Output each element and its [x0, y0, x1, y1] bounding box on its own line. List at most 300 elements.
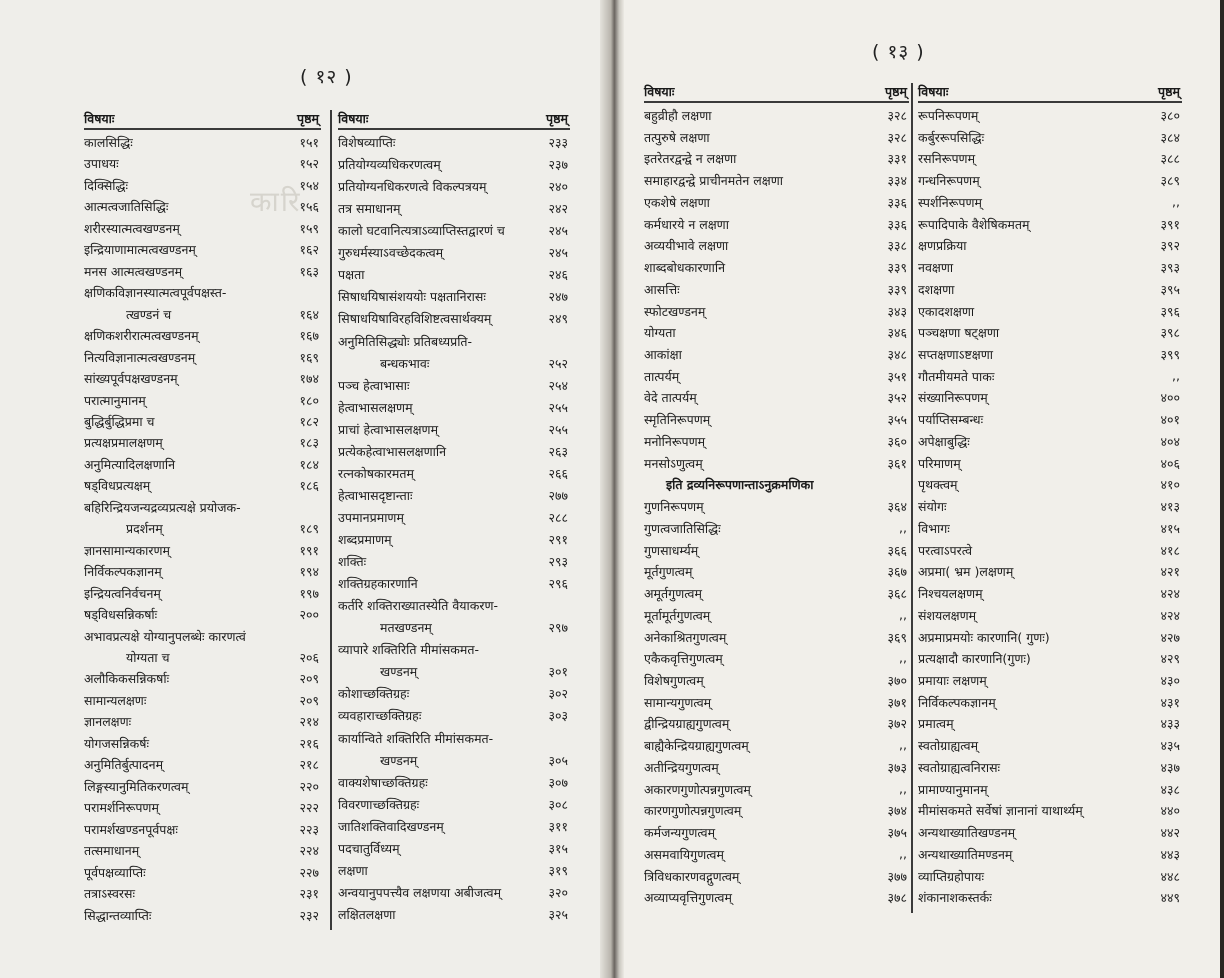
entry-title: अप्रमा( भ्रम )लक्षणम् — [918, 564, 1014, 580]
entry-page: ४३७ — [1160, 759, 1180, 775]
entry-page: ३७० — [887, 672, 907, 688]
entry-title: अनुमितिसिद्ध्योः प्रतिबध्यप्रति- — [338, 333, 473, 349]
entry-page: २४० — [548, 179, 568, 195]
entry-title: अन्यथाख्यातिखण्डनम् — [918, 825, 1016, 841]
entry-title: बाह्यैकेन्द्रियग्राह्यगुणत्वम् — [644, 738, 749, 754]
entry-title: अव्याप्यवृत्तिगुणत्वम् — [644, 890, 732, 906]
entry-page: २९३ — [548, 554, 568, 570]
entry-page: ४२४ — [1160, 607, 1180, 623]
entry-title: विभागः — [918, 520, 950, 536]
entry-title: शाब्दबोधकारणानि — [644, 260, 726, 276]
toc-column — [338, 110, 570, 930]
entry-page: ,, — [899, 606, 907, 622]
entry-title: पूर्वपक्षव्याप्तिः — [84, 864, 146, 880]
entry-title: प्रमात्वम् — [918, 716, 954, 732]
entry-page: ३७८ — [887, 890, 907, 906]
entry-page: ४०१ — [1160, 412, 1180, 428]
entry-title: तत्र समाधानम् — [338, 201, 401, 217]
entry-title: खण्डनम् — [380, 752, 418, 768]
entry-page: २१४ — [299, 714, 319, 730]
entry-page: ३६९ — [887, 629, 907, 645]
entry-title: त्खण्डनं च — [126, 306, 172, 322]
entry-page: १७४ — [299, 371, 319, 387]
entry-page: २९१ — [548, 532, 568, 547]
entry-page: ३०८ — [548, 796, 568, 812]
entry-title: बहिरिन्द्रियजन्यद्रव्यप्रत्यक्षे प्रयोजक- — [84, 499, 241, 515]
entry-title: षड्विधप्रत्यक्षम् — [84, 478, 151, 494]
entry-title: प्रमायाः लक्षणम् — [918, 672, 987, 688]
entry-title: हेत्वाभासलक्षणम् — [338, 399, 413, 415]
entry-page: ३०३ — [548, 708, 568, 724]
header-underline — [338, 128, 570, 130]
entry-title: एकशेषे लक्षणा — [644, 194, 710, 210]
toc-column — [84, 110, 321, 930]
entry-page: ४३३ — [1160, 716, 1180, 732]
entry-title: सांख्यपूर्वपक्षखण्डनम् — [84, 371, 178, 387]
entry-title: वाक्यशेषाच्छक्तिग्रहः — [338, 774, 428, 790]
entry-page: ३६४ — [887, 499, 907, 515]
entry-title: सामान्यगुणत्वम् — [644, 694, 712, 710]
header-underline — [918, 101, 1182, 103]
entry-page: २३१ — [299, 886, 319, 902]
entry-page: ३१९ — [548, 862, 568, 878]
entry-title: शब्दप्रमाणम् — [338, 532, 392, 547]
entry-page: २३७ — [548, 157, 568, 173]
entry-title: कोशाच्छक्तिग्रहः — [338, 686, 410, 702]
entry-title: आसत्तिः — [644, 281, 680, 297]
entry-title: गुणत्वजातिसिद्धिः — [644, 520, 721, 536]
entry-page: ४३८ — [1160, 781, 1180, 797]
entry-page: २२३ — [299, 821, 319, 837]
entry-title: स्फोटखण्डनम् — [644, 303, 706, 319]
entry-title: कर्मजन्यगुणत्वम् — [644, 825, 716, 841]
entry-title: अमूर्तगुणत्वम् — [644, 586, 702, 602]
entry-title: योग्यता — [644, 325, 676, 341]
entry-page: ३१५ — [548, 840, 568, 856]
entry-page: ३६७ — [887, 564, 907, 580]
entry-page: ३८० — [1160, 108, 1180, 123]
entry-title: रूपनिरूपणम् — [918, 108, 979, 123]
entry-title: इति द्रव्यनिरूपणान्ताऽनुक्रमणिका — [666, 477, 814, 493]
entry-page: ३४६ — [887, 325, 907, 341]
entry-title: रूपादिपाके वैशेषिकमतम् — [918, 216, 1030, 232]
entry-title: निर्विकल्पकज्ञानम् — [918, 694, 996, 710]
entry-title: आकांक्षा — [644, 347, 682, 363]
entry-title: कार्यान्विते शक्तिरिति मीमांसकमत- — [338, 730, 494, 746]
entry-title: अन्यथाख्यातिमण्डनम् — [918, 846, 1013, 862]
entry-title: क्षणिकशरीरात्मत्वखण्डनम् — [84, 328, 199, 344]
column-divider — [911, 83, 913, 913]
entry-page: १८६ — [299, 478, 319, 494]
entry-title: परामर्शखण्डनपूर्वपक्षः — [84, 821, 178, 837]
entry-page: ४२७ — [1160, 629, 1180, 645]
entry-page: ३२५ — [548, 906, 568, 922]
entry-page: २५५ — [548, 421, 568, 437]
entry-page: ३३८ — [887, 238, 907, 254]
entry-title: ज्ञानसामान्यकारणम् — [84, 542, 170, 558]
entry-title: आत्मत्वजातिसिद्धिः — [84, 199, 169, 215]
entry-page: ३९२ — [1160, 238, 1180, 254]
entry-title: विवरणाच्छक्तिग्रहः — [338, 796, 420, 812]
entry-title: परत्वाऽपरत्वे — [918, 542, 973, 558]
entry-title: ज्ञानलक्षणः — [84, 714, 132, 730]
entry-page: २७७ — [548, 487, 568, 503]
entry-title: पृथक्त्वम् — [918, 477, 958, 493]
entry-title: संयोगः — [918, 499, 947, 515]
entry-title: कारणगुणोत्पन्नगुणत्वम् — [644, 803, 742, 819]
entry-page: १६७ — [299, 328, 319, 344]
entry-title: पक्षता — [338, 267, 365, 283]
entry-title: सप्तक्षणाऽष्टक्षणा — [918, 347, 994, 363]
entry-title: लक्षितलक्षणा — [338, 906, 396, 922]
entry-page: ३७५ — [887, 825, 907, 841]
entry-page: ४२४ — [1160, 586, 1180, 602]
header-subject: विषयाः — [644, 84, 675, 99]
entry-title: शंकानाशकस्तर्कः — [918, 890, 992, 906]
entry-page: २४२ — [548, 201, 568, 217]
entry-page: ३९६ — [1160, 303, 1180, 319]
entry-title: गुणनिरूपणम् — [644, 499, 704, 515]
entry-page: २१८ — [299, 757, 319, 773]
column-divider — [330, 110, 332, 930]
entry-title: एकादशक्षणा — [918, 303, 975, 319]
entry-title: अभावप्रत्यक्षे योग्यानुपलब्धेः कारणत्वं — [84, 628, 246, 644]
header-underline — [84, 128, 321, 130]
entry-page: ३९५ — [1160, 281, 1180, 297]
entry-title: कालो घटवानित्यत्राऽव्याप्तिस्तद्वारणं च — [338, 223, 505, 239]
entry-title: गौतमीयमते पाकः — [918, 368, 995, 384]
entry-page: ४४९ — [1160, 890, 1180, 906]
entry-page: १८२ — [299, 413, 319, 429]
entry-page: २५२ — [548, 355, 568, 371]
entry-title: कालसिद्धिः — [84, 135, 133, 150]
entry-page: १८० — [299, 392, 319, 408]
entry-title: विशेषगुणत्वम् — [644, 672, 704, 688]
entry-title: इन्द्रियत्वनिर्वचनम् — [84, 585, 161, 601]
entry-title: क्षणप्रक्रिया — [918, 238, 967, 254]
entry-title: मनोनिरूपणम् — [644, 433, 706, 449]
entry-title: स्पर्शनिरूपणम् — [918, 194, 982, 210]
entry-title: संशयलक्षणम् — [918, 607, 977, 623]
bleed-through-text: कारि — [250, 185, 302, 218]
entry-title: कर्मधारये न लक्षणा — [644, 216, 729, 232]
entry-title: मनस आत्मत्वखण्डनम् — [84, 263, 183, 279]
entry-page: २६६ — [548, 465, 568, 481]
entry-title: अव्ययीभावे लक्षणा — [644, 238, 729, 254]
entry-title: मीमांसकमते सर्वेषां ज्ञानानां याथार्थ्यम् — [918, 803, 1083, 819]
entry-page: १६३ — [299, 263, 319, 279]
entry-page: २९७ — [548, 620, 568, 636]
entry-title: बुद्धिर्बुद्धिप्रमा च — [84, 413, 155, 429]
header-page: पृष्ठम् — [1158, 84, 1180, 99]
entry-page: ३४३ — [887, 303, 907, 319]
entry-page: २५५ — [548, 399, 568, 415]
entry-title: सिषाधयिषासंशययोः पक्षतानिरासः — [338, 289, 486, 305]
entry-title: गुरुधर्मस्याऽवच्छेदकत्वम् — [338, 245, 444, 261]
entry-page: ,, — [899, 650, 907, 666]
entry-title: संख्यानिरूपणम् — [918, 390, 988, 406]
entry-title: मूर्तामूर्तगुणत्वम् — [644, 607, 711, 623]
entry-title: गुणसाधर्म्यम् — [644, 542, 699, 558]
entry-title: परिमाणम् — [918, 455, 961, 471]
entry-page: ३७७ — [887, 868, 907, 884]
entry-page: १६९ — [299, 349, 319, 365]
entry-page: ३४८ — [887, 347, 907, 363]
entry-page: ३८८ — [1160, 151, 1180, 167]
entry-page: ३६१ — [887, 455, 907, 471]
entry-title: योगजसन्निकर्षः — [84, 735, 149, 751]
entry-title: तत्राऽस्वरसः — [84, 886, 136, 902]
entry-page: २४५ — [548, 223, 568, 239]
entry-title: प्रतियोग्यव्यधिकरणत्वम् — [338, 157, 441, 173]
entry-page: ४१५ — [1160, 520, 1180, 536]
header-page: पृष्ठम् — [297, 111, 319, 126]
entry-page: २३३ — [548, 135, 568, 150]
entry-page: ३६६ — [887, 542, 907, 558]
entry-page: ४०४ — [1160, 433, 1180, 449]
header-subject: विषयाः — [918, 84, 949, 99]
entry-page: २०० — [299, 607, 319, 623]
entry-page: १९४ — [299, 564, 319, 580]
entry-page: ४४० — [1160, 803, 1180, 819]
entry-page: ३३९ — [887, 281, 907, 297]
entry-title: विशेषव्याप्तिः — [338, 135, 396, 150]
entry-page: ३७१ — [887, 694, 907, 710]
entry-title: सिद्धान्तव्याप्तिः — [84, 907, 152, 923]
entry-title: अतीन्द्रियगुणत्वम् — [644, 759, 719, 775]
entry-title: उपमानप्रमाणम् — [338, 509, 404, 525]
entry-title: मनसोऽणुत्वम् — [644, 455, 703, 471]
entry-title: बहुव्रीहौ लक्षणा — [644, 108, 712, 123]
entry-title: अप्रमाप्रमयोः कारणानि( गुणः) — [918, 629, 1050, 645]
entry-title: अनुमितिर्बुत्पादनम् — [84, 757, 164, 773]
entry-title: इतरेतरद्वन्द्वे न लक्षणा — [644, 151, 737, 167]
entry-page: ३३९ — [887, 260, 907, 276]
entry-page: ४३१ — [1160, 694, 1180, 710]
entry-page: ३६८ — [887, 586, 907, 602]
entry-title: असमवायिगुणत्वम् — [644, 846, 724, 862]
entry-page: २४६ — [548, 267, 568, 283]
entry-title: प्रत्येकहेत्वाभासलक्षणानि — [338, 443, 447, 459]
entry-page: २०६ — [299, 650, 319, 666]
entry-page: ३८९ — [1160, 173, 1180, 189]
entry-title: अलौकिकसन्निकर्षाः — [84, 671, 170, 687]
entry-title: परात्मानुमानम् — [84, 392, 146, 408]
entry-title: गन्धनिरूपणम् — [918, 173, 980, 189]
entry-page: २२७ — [299, 864, 319, 880]
entry-title: शरीरस्यात्मत्वखण्डनम् — [84, 220, 180, 236]
entry-page: १६२ — [299, 242, 319, 258]
entry-title: अनुमित्यादिलक्षणानि — [84, 456, 176, 472]
entry-page: ४४३ — [1160, 846, 1180, 862]
entry-page: २४५ — [548, 245, 568, 261]
entry-page: ,, — [899, 845, 907, 861]
header-page: पृष्ठम् — [546, 111, 568, 126]
entry-page: २६३ — [548, 443, 568, 459]
entry-page: ३०२ — [548, 686, 568, 702]
entry-title: षड्विधसन्निकर्षाः — [84, 607, 158, 623]
entry-page: २४९ — [548, 311, 568, 327]
entry-title: रसनिरूपणम् — [918, 151, 976, 167]
entry-title: मतखण्डनम् — [380, 620, 432, 636]
entry-page: १५६ — [299, 199, 319, 215]
entry-title: तत्समाधानम् — [84, 843, 140, 859]
entry-title: तात्पर्यम् — [644, 368, 680, 384]
entry-title: स्वतोग्राह्यत्वम् — [918, 738, 979, 754]
entry-title: दशक्षणा — [918, 281, 955, 297]
entry-page: ३८४ — [1160, 129, 1180, 145]
entry-page: ३७३ — [887, 759, 907, 775]
entry-title: प्रतियोग्यनधिकरणत्वे विकल्पत्रयम् — [338, 179, 487, 195]
toc-column — [644, 83, 909, 913]
entry-page: २२४ — [299, 843, 319, 859]
entry-title: तत्पुरुषे लक्षणा — [644, 129, 710, 145]
header-subject: विषयाः — [84, 111, 115, 126]
header-page: पृष्ठम् — [885, 84, 907, 99]
entry-page: २८८ — [548, 509, 568, 525]
right-page — [616, 0, 1220, 978]
entry-page: १९७ — [299, 585, 319, 601]
entry-page: २०९ — [299, 692, 319, 708]
page-number: ( १२ ) — [300, 66, 353, 88]
header-subject: विषयाः — [338, 111, 369, 126]
entry-page: २९६ — [548, 576, 568, 592]
entry-title: व्यापारे शक्तिरिति मीमांसकमत- — [338, 642, 480, 658]
entry-page: ३५५ — [887, 412, 907, 428]
entry-title: निश्चयलक्षणम् — [918, 586, 983, 602]
entry-page: २०९ — [299, 671, 319, 687]
entry-page: ४३५ — [1160, 738, 1180, 754]
entry-page: ३०७ — [548, 774, 568, 790]
entry-title: एकैकवृत्तिगुणत्वम् — [644, 651, 723, 667]
entry-page: ४४२ — [1160, 825, 1180, 841]
entry-page: ४२९ — [1160, 651, 1180, 667]
entry-page: ,, — [1172, 193, 1180, 209]
entry-page: ३५१ — [887, 368, 907, 384]
entry-title: दिक्सिद्धिः — [84, 177, 129, 193]
entry-page: १५२ — [299, 156, 319, 172]
entry-page: ३७४ — [887, 803, 907, 819]
entry-title: अकारणगुणोत्पन्नगुणत्वम् — [644, 781, 751, 797]
entry-title: कर्तरि शक्तिराख्यातस्येति वैयाकरण- — [338, 598, 499, 614]
entry-title: पदचातुर्विध्यम् — [338, 840, 400, 856]
entry-page: ,, — [899, 737, 907, 753]
entry-page: ,, — [899, 519, 907, 535]
entry-page: ४२१ — [1160, 564, 1180, 580]
entry-title: निर्विकल्पकज्ञानम् — [84, 564, 162, 580]
entry-title: योग्यता च — [126, 650, 170, 666]
entry-title: प्रदर्शनम् — [126, 521, 163, 537]
entry-title: स्मृतिनिरूपणम् — [644, 412, 711, 428]
entry-title: प्रत्यक्षादौ कारणानि(गुणः) — [918, 651, 1031, 667]
entry-title: शक्तिः — [338, 554, 367, 570]
entry-title: अपेक्षाबुद्धिः — [918, 433, 970, 449]
entry-title: उपाधयः — [84, 156, 119, 172]
entry-page: ३२८ — [887, 129, 907, 145]
entry-page: ४१३ — [1160, 499, 1180, 515]
entry-page: ३९९ — [1160, 347, 1180, 363]
entry-title: खण्डनम् — [380, 664, 418, 680]
entry-page: ,, — [899, 780, 907, 796]
entry-page: २२० — [299, 778, 319, 794]
entry-title: समाहारद्वन्द्वे प्राचीनमतेन लक्षणा — [644, 173, 783, 189]
entry-page: १९१ — [299, 542, 319, 558]
entry-page: २५४ — [548, 377, 568, 393]
entry-title: मूर्तगुणत्वम् — [644, 564, 693, 580]
entry-page: ४०० — [1160, 390, 1180, 406]
entry-title: इन्द्रियाणामात्मत्वखण्डनम् — [84, 242, 196, 258]
entry-page: ३९१ — [1160, 216, 1180, 232]
entry-title: शक्तिग्रहकारणानि — [338, 576, 418, 592]
entry-title: त्रिविधकारणवद्गुणत्वम् — [644, 868, 740, 884]
entry-title: सामान्यलक्षणः — [84, 692, 147, 708]
entry-page: ३७२ — [887, 716, 907, 732]
entry-page: १८३ — [299, 435, 319, 451]
entry-title: हेत्वाभासदृष्टान्ताः — [338, 487, 413, 503]
entry-page: १६४ — [299, 306, 319, 322]
entry-page: ३९८ — [1160, 325, 1180, 341]
page-number: ( १३ ) — [872, 41, 925, 63]
entry-title: सिषाधयिषाविरहविशिष्टत्वसार्थक्यम् — [338, 311, 492, 327]
entry-page: १८९ — [299, 521, 319, 537]
entry-title: वेदे तात्पर्यम् — [644, 390, 697, 406]
entry-page: ३३४ — [887, 173, 907, 189]
entry-title: व्यवहाराच्छक्तिग्रहः — [338, 708, 422, 724]
entry-page: ,, — [1172, 367, 1180, 383]
header-underline — [644, 101, 909, 103]
entry-title: व्याप्तिग्रहोपायः — [918, 868, 985, 884]
entry-page: ३२० — [548, 884, 568, 900]
entry-title: नित्यविज्ञानात्मत्वखण्डनम् — [84, 349, 196, 365]
entry-page: ४१८ — [1160, 542, 1180, 558]
entry-page: ४४८ — [1160, 868, 1180, 884]
entry-page: २२२ — [299, 800, 319, 816]
entry-page: ३०१ — [548, 664, 568, 680]
entry-title: लक्षणा — [338, 862, 368, 878]
entry-title: परामर्शनिरूपणम् — [84, 800, 159, 816]
entry-page: ३३६ — [887, 216, 907, 232]
entry-title: पञ्चक्षणा षट्क्षणा — [918, 325, 1000, 341]
entry-page: ३३६ — [887, 194, 907, 210]
entry-page: ३०५ — [548, 752, 568, 768]
entry-page: ३६० — [887, 433, 907, 449]
entry-page: ३५२ — [887, 390, 907, 406]
entry-page: ३९३ — [1160, 260, 1180, 276]
entry-page: २१६ — [299, 735, 319, 751]
entry-title: प्रामाण्यानुमानम् — [918, 781, 988, 797]
entry-title: पर्याप्तिसम्बन्धः — [918, 412, 984, 428]
entry-page: ४०६ — [1160, 455, 1180, 471]
entry-title: रत्नकोषकारमतम् — [338, 465, 414, 481]
entry-page: ४३० — [1160, 672, 1180, 688]
entry-title: बन्धकभावः — [380, 355, 430, 371]
entry-page: २४७ — [548, 289, 568, 305]
entry-page: १५१ — [299, 135, 319, 150]
entry-page: १८४ — [299, 456, 319, 472]
toc-column — [918, 83, 1182, 913]
entry-title: क्षणिकविज्ञानस्यात्मत्वपूर्वपक्षस्त- — [84, 285, 227, 301]
entry-title: कर्बुररूपसिद्धिः — [918, 129, 985, 145]
entry-title: प्राचां हेत्वाभासलक्षणम् — [338, 421, 439, 437]
entry-page: ४१० — [1160, 477, 1180, 493]
entry-title: द्वीन्द्रियग्राह्यगुणत्वम् — [644, 716, 730, 732]
entry-title: अन्वयानुपपत्त्यैव लक्षणया अबीजत्वम् — [338, 884, 502, 900]
entry-title: लिङ्गस्यानुमितिकरणत्वम् — [84, 778, 189, 794]
entry-page: १५४ — [299, 177, 319, 193]
entry-page: १५९ — [299, 220, 319, 236]
entry-title: जातिशक्तिवादिखण्डनम् — [338, 818, 444, 834]
entry-page: ३३१ — [887, 151, 907, 167]
